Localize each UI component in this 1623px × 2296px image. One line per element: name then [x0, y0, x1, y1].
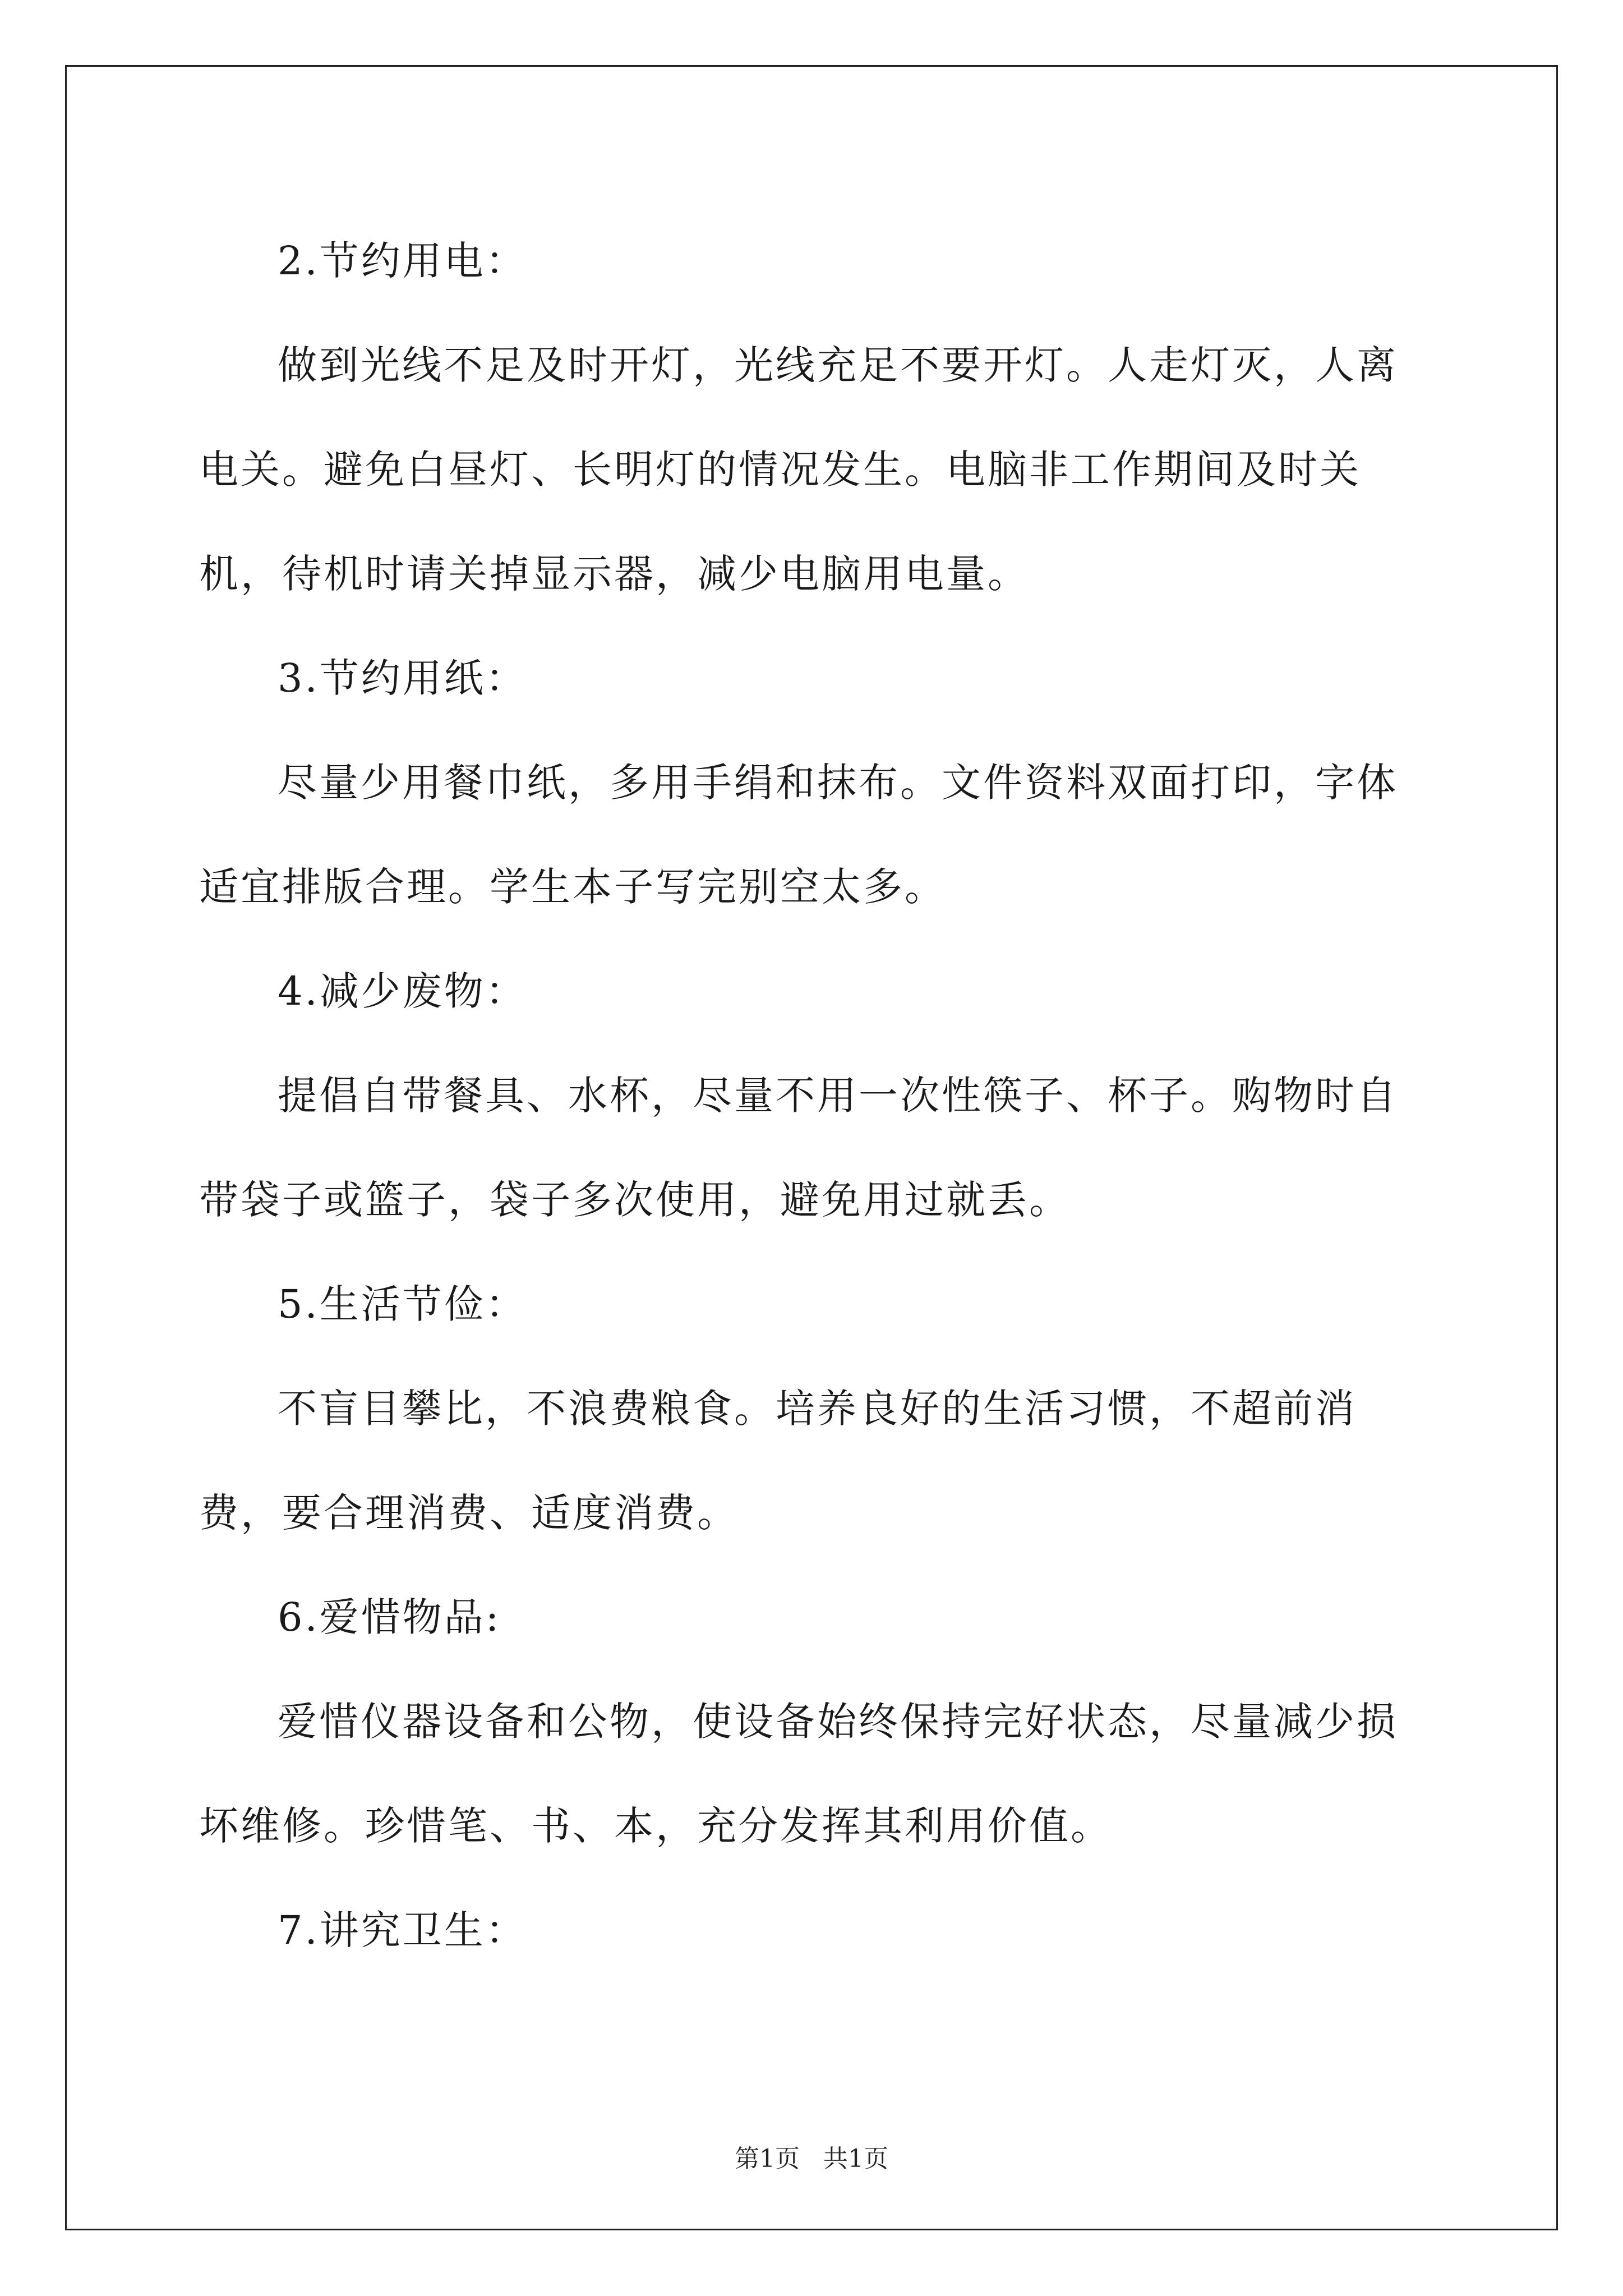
- section-heading-4: 4.减少废物：: [278, 968, 527, 1014]
- section-body-3: 尽量少用餐巾纸，多用手绢和抹布。文件资料双面打印，字体适宜排版合理。学生本子写完别空太多。: [199, 760, 1398, 910]
- document-body: [199, 209, 1430, 1982]
- section-body-2: 做到光线不足及时开灯，光线充足不要开灯。人走灯灭，人离电关。避免白昼灯、长明灯的情况发生。电脑非工作期间及时关机，待机时请关掉显示器，减少电脑用电量。: [199, 342, 1398, 597]
- section-body-6: 爱惜仪器设备和公物，使设备始终保持完好状态，尽量减少损坏维修。珍惜笔、书、本，充分发挥其利用价值。: [199, 1699, 1398, 1849]
- section-heading-2: 2.节约用电：: [278, 238, 527, 284]
- section-heading-7: 7.讲究卫生：: [278, 1907, 527, 1953]
- section-body-4: 提倡自带餐具、水杯，尽量不用一次性筷子、杯子。购物时自带袋子或篮子，袋子多次使用，避免用过就丢。: [199, 1073, 1398, 1223]
- section-heading-3: 3.节约用纸：: [278, 655, 527, 701]
- section-body-5: 不盲目攀比，不浪费粮食。培养良好的生活习惯，不超前消费，要合理消费、适度消费。: [199, 1386, 1357, 1536]
- page-footer: 第1页 共1页: [735, 2145, 888, 2173]
- section-heading-5: 5.生活节俭：: [278, 1281, 527, 1327]
- section-heading-6: 6.爱惜物品:: [278, 1594, 501, 1640]
